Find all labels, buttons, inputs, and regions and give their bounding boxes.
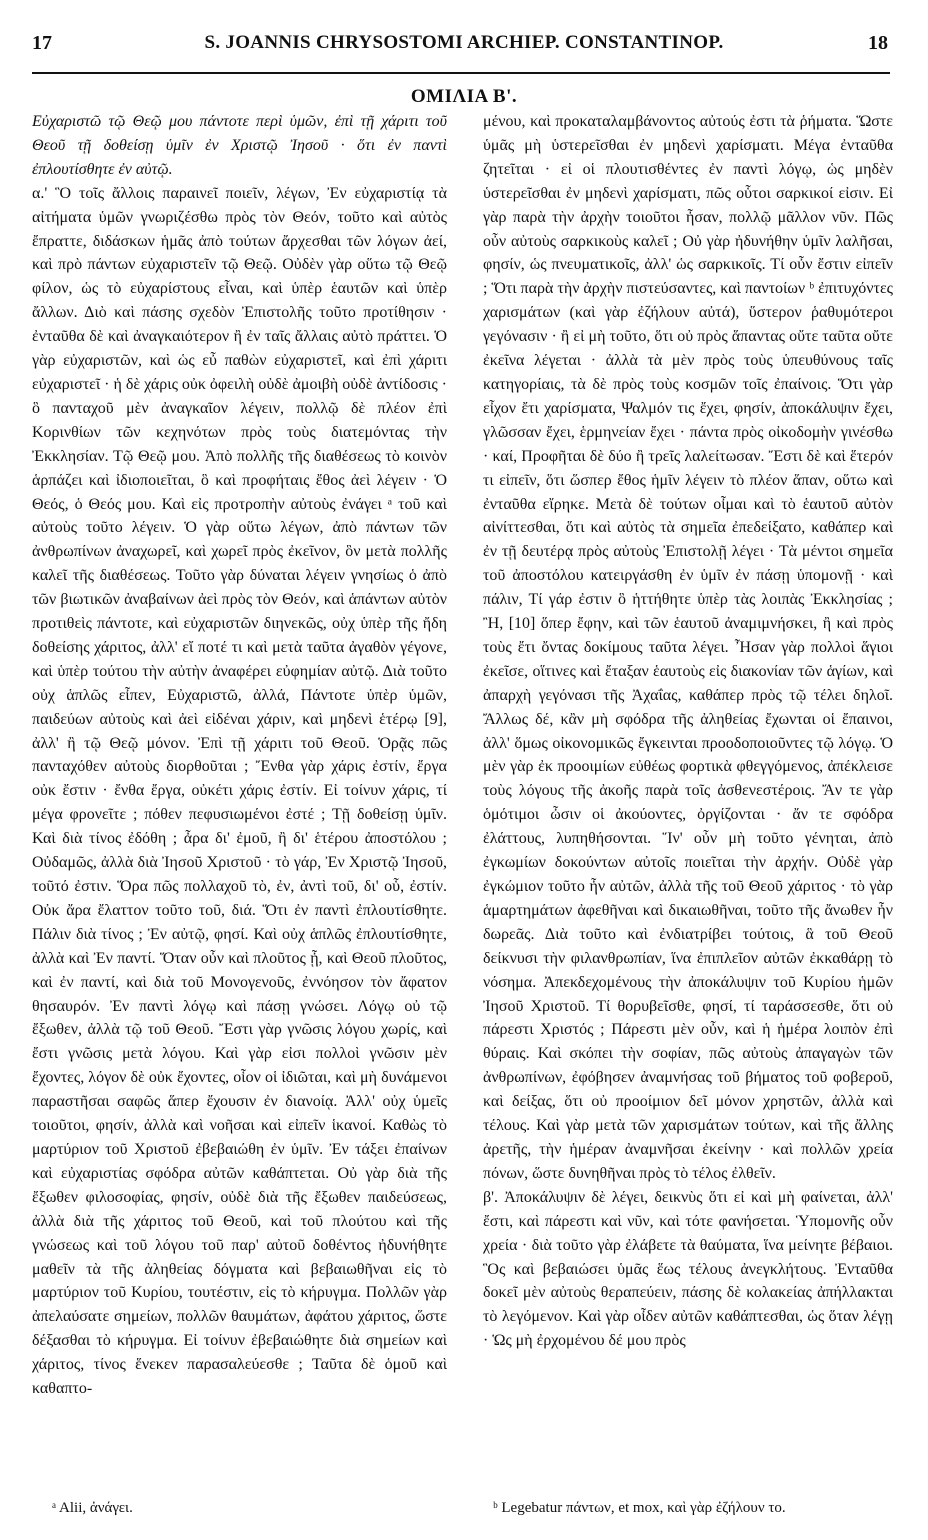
- left-column: [32, 110, 447, 1401]
- page-number-left: 17: [32, 32, 52, 54]
- running-title: S. JOANNIS CHRYSOSTOMI ARCHIEP. CONSTANTINOP.: [204, 32, 724, 53]
- section-beta-paragraph: β'. Ἀποκάλυψιν δὲ λέγει, δεικνὺς ὅτι εἰ καὶ μὴ φαίνεται, ἀλλ' ἔστι, καὶ πάρεστι καὶ νῦν, καὶ τότε φανήσεται. Ὑπομονῆς οὖν χρεία · διὰ τοῦτο γὰρ ἐλάβετε τὰ θαύματα, ἵνα μείνητε βέβαιοι. Ὃς καὶ βεβαιώσει ὑμᾶς ἕως τέλους ἀνεγκλήτους. Ἐνταῦθα δοκεῖ μὲν αὐτοὺς θεραπεύειν, πάσης δὲ κολακείας ἀπήλλακται τὸ λεγόμενον. Καὶ γὰρ οἶδεν αὐτῶν καθάπτεσθαι, ὡς ὅταν λέγῃ · Ὡς μὴ ἐρχομένου δέ μου πρὸς: [483, 1188, 893, 1350]
- footnote-a: ᵃ Alii, ἀνάγει.: [52, 1500, 133, 1516]
- commentary-paragraph: α.' Ὃ τοῖς ἄλλοις παραινεῖ ποιεῖν, λέγων, Ἐν εὐχαριστίᾳ τὰ αἰτήματα ὑμῶν γνωριζέσθω πρὸς τὸν Θεόν, τοῦτο καὶ αὐτὸς ἔπραττε, διδάσκων ἡμᾶς ἀπὸ τούτων ἄρχεσθαι τῶν λόγων ἀεί, καὶ πρὸ πάντων εὐχαριστεῖν τῷ Θεῷ. Οὐδὲν γὰρ οὕτω τῷ Θεῷ φίλον, ὡς τὸ εὐχαρίστους εἶναι, καὶ ὑπὲρ ἑαυτῶν καὶ ὑπὲρ ἄλλων. Διὸ καὶ πάσης σχεδὸν Ἐπιστολῆς τοῦτο προτίθησιν · ἐνταῦθα δὲ καὶ ἀναγκαιότερον ἢ ἐν ταῖς ἄλλαις αὐτὸ πράττει. Ὁ γὰρ εὐχαριστῶν, καὶ ὡς εὖ παθὼν εὐχαριστεῖ, καὶ ἐπὶ χάριτι εὐχαριστεῖ · ἡ δὲ χάρις οὐκ ὀφειλὴ οὐδὲ ἀμοιβὴ οὐδὲ ἀντίδοσις · ὃ πανταχοῦ μὲν ἀναγκαῖον λέγειν, πολλῷ δὲ πλέον ἐπὶ Κορινθίων τῶν κεχηνότων πρὸς τοὺς διατεμόντας τὴν Ἐκκλησίαν. Τῷ Θεῷ μου. Ἀπὸ πολλῆς τῆς διαθέσεως τὸ κοινὸν ἁρπάζει καὶ ἰδιοποιεῖται, ὃ καὶ προφήταις ἔθος ἀεὶ λέγειν · Ὁ Θεός, ὁ Θεός μου. Καὶ εἰς προτροπὴν αὐτοὺς ἐνάγει ᵃ τοῦ καὶ αὐτοὺς τοῦτο λέγειν. Ὁ γὰρ οὕτω λέγων, ἀπὸ πάντων τῶν ἀνθρωπίνων ἀναχωρεῖ, καὶ χωρεῖ πρὸς ἐκεῖνον, ὃν μετὰ πολλῆς καλεῖ τῆς διαθέσεως. Τοῦτο γὰρ δύναται λέγειν γνησίως ὁ ἀπὸ τῶν βιωτικῶν ἀναβαίνων ἀεὶ πρὸς τὸν Θεόν, καὶ ἁπάντων αὐτὸν προτιθεὶς πάντοτε, καὶ εὐχαριστῶν διηνεκῶς, οὐχ ὑπὲρ τῆς ἤδη δοθείσης χάριτος, ἀλλ' εἴ ποτέ τι καὶ μετὰ ταῦτα ἀγαθὸν γέγονε, καὶ ὑπὲρ τούτου τὴν αὐτὴν ἀναφέρει εὐφημίαν αὐτῷ. Διὰ τοῦτο οὐχ ἁπλῶς εἶπεν, Εὐχαριστῶ, ἀλλά, Πάντοτε ὑπὲρ ὑμῶν, παιδεύων αὐτοὺς καὶ ἀεὶ εἰδέναι χάριν, καὶ μηδενὶ ἑτέρῳ [9], ἀλλ' ἢ τῷ Θεῷ μόνον. Ἐπὶ τῇ χάριτι τοῦ Θεοῦ. Ὁρᾷς πῶς πανταχόθεν αὐτοὺς διορθοῦται ; Ἔνθα γὰρ χάρις ἐστίν, ἔργα οὐκ ἔστιν · ἔνθα ἔργα, οὐκέτι χάρις ἐστίν. Εἰ τοίνυν χάρις, τί μέγα φρονεῖτε ; πόθεν πεφυσιωμένοι ἐστέ ; Τῇ δοθείσῃ ὑμῖν. Καὶ διὰ τίνος ἐδόθη ; ἆρα δι' ἐμοῦ, ἢ δι' ἑτέρου ἀποστόλου ; Οὐδαμῶς, ἀλλὰ διὰ Ἰησοῦ Χριστοῦ · τὸ γάρ, Ἐν Χριστῷ Ἰησοῦ, τοῦτό ἐστιν. Ὅρα πῶς πολλαχοῦ τὸ, ἐν, ἀντὶ τοῦ, δι' οὗ, ἐστίν. Οὐκ ἄρα ἔλαττον τοῦτο τοῦ, διά. Ὅτι ἐν παντὶ ἐπλουτίσθητε. Πάλιν διὰ τίνος ; Ἐν αὐτῷ, φησί. Καὶ οὐχ ἁπλῶς ἐπλουτίσθητε, ἀλλὰ καὶ Ἐν παντί. Ὅταν οὖν καὶ πλοῦτος ᾖ, καὶ Θεοῦ πλοῦτος, καὶ ἐν παντί, καὶ διὰ τοῦ Μονογενοῦς, ἐννόησον τὸν ἄφατον θησαυρόν. Ἐν παντὶ λόγῳ καὶ πάσῃ γνώσει. Λόγῳ οὐ τῷ ἔξωθεν, ἀλλὰ τῷ τοῦ Θεοῦ. Ἔστι γὰρ γνῶσις λόγου χωρίς, καὶ ἔστι γνῶσις μετὰ λόγου. Καὶ γὰρ εἰσι πολλοὶ γνῶσιν μὲν ἔχοντες, λόγον δὲ οὐκ ἔχοντες, οἷον οἱ ἰδιῶται, καὶ μὴ δυνάμενοι παραστῆσαι σαφῶς ἅπερ ἔχουσιν ἐν διανοίᾳ. Ἀλλ' οὐχ ὑμεῖς τοιοῦτοι, φησίν, ἀλλὰ καὶ νοῆσαι καὶ εἰπεῖν ἱκανοί. Καθὼς τὸ μαρτύριον τοῦ Χριστοῦ ἐβεβαιώθη ἐν ὑμῖν. Ἐν τάξει ἐπαίνων καὶ εὐχαριστίας σφόδρα αὐτῶν καθάπτεται. Οὐ γὰρ διὰ τῆς ἔξωθεν φιλοσοφίας, φησίν, οὐδὲ διὰ τῆς ἔξωθεν παιδεύσεως, ἀλλὰ διὰ τῆς χάριτος τοῦ Θεοῦ, καὶ τοῦ πλούτου καὶ τῆς γνώσεως καὶ τοῦ λόγου τοῦ παρ' αὐτοῦ δοθέντος ἠδυνήθητε μαθεῖν τὰ τῆς ἀληθείας δόγματα καὶ βεβαιωθῆναι εἰς τὸ μαρτύριον τοῦ Κυρίου, τουτέστιν, εἰς τὸ κήρυγμα. Πολλῶν γὰρ ἀπελαύσατε σημείων, πολλῶν θαυμάτων, ἀφάτου χάριτος, ὥστε δέξασθαι τὸ κήρυγμα. Εἰ τοίνυν ἐβεβαιώθητε διὰ σημείων καὶ χάριτος, τίνος ἕνεκεν παρασαλεύεσθε ; Ταῦτα δὲ ὁμοῦ καὶ καθαπτο-: [32, 184, 447, 1398]
- homily-heading: ΟΜΙΛΙΑ Β'.: [410, 86, 518, 107]
- page-header: [0, 0, 928, 70]
- commentary-paragraph: μένου, καὶ προκαταλαμβάνοντος αὐτούς ἐστι τὰ ῥήματα. Ὥστε ὑμᾶς μὴ ὑστερεῖσθαι ἐν μηδενὶ χαρίσματι. Μέγα ἐνταῦθα ζητεῖται · εἰ οἱ πλουτισθέντες ἐν παντὶ λόγῳ, ὡς μηδὲν ὑστερεῖσθαι ἐν μηδενὶ χαρίσματι, πῶς οὗτοι σαρκικοί εἰσιν. Εἰ γὰρ παρὰ τὴν ἀρχὴν τοιοῦτοι ἦσαν, πολλῷ μᾶλλον νῦν. Πῶς οὖν αὐτοὺς σαρκικοὺς καλεῖ ; Οὐ γὰρ ἠδυνήθην ὑμῖν λαλῆσαι, φησίν, ὡς πνευματικοῖς, ἀλλ' ὡς σαρκικοῖς. Τί οὖν ἔστιν εἰπεῖν ; Ὅτι παρὰ τὴν ἀρχὴν πιστεύσαντες, καὶ παντοίων ᵇ ἐπιτυχόντες χαρισμάτων (καὶ γὰρ ἐζήλουν αὐτά), ὕστερον ῥαθυμότεροι γεγόνασιν · ἢ εἰ μὴ τοῦτο, ὅτι οὐ πρὸς ἅπαντας οὔτε ταῦτα οὔτε ἐκεῖνα λέγεται · ἀλλὰ τὰ μὲν πρὸς τοὺς ὑπευθύνους ταῖς κατηγορίαις, τὰ δὲ πρὸς τοὺς κοσμῶν τοῖς ἐπαίνοις. Ὅτι γὰρ εἶχον ἔτι χαρίσματα, Ψαλμόν τις ἔχει, φησίν, ἀποκάλυψιν ἔχει, γλῶσσαν ἔχει, ἑρμηνείαν ἔχει · πάντα πρὸς οἰκοδομὴν γινέσθω · καί, Προφῆται δὲ δύο ἢ τρεῖς λαλείτωσαν. Ἔστι δὲ καὶ ἕτερόν τι εἰπεῖν, ὅτι ὥσπερ ἔθος ἡμῖν λέγειν τὸ πλέον ἅπαν, οὕτω καὶ ἐνταῦθα εἴρηκε. Μετὰ δὲ τούτων οἶμαι καὶ τὸ ἑαυτοῦ αὐτὸν αἰνίττεσθαι, ὅτι καὶ αὐτὸς τὰ σημεῖα ἐπεδείξατο, καθάπερ καὶ ἐν τῇ δευτέρᾳ πρὸς αὐτοὺς Ἐπιστολῇ λέγει · Τὰ μέντοι σημεῖα τοῦ ἀποστόλου κατειργάσθη ἐν ὑμῖν ἐν πάσῃ ὑπομονῇ · καὶ πάλιν, Τί γάρ ἐστιν ὃ ἡττήθητε ὑπὲρ τὰς λοιπὰς Ἐκκλησίας ; Ἢ, [10] ὅπερ ἔφην, καὶ τῶν ἑαυτοῦ ἀναμιμνήσκει, ἢ καὶ πρὸς τοὺς ἔτι ὄντας δοκίμους ταῦτα λέγει. Ἦσαν γὰρ πολλοὶ ἅγιοι ἐκεῖσε, οἵτινες καὶ ἔταξαν ἑαυτοὺς εἰς διακονίαν τῶν ἁγίων, καὶ ἀπαρχὴ γεγόνασι τῆς Ἀχαΐας, καθάπερ πρὸς τῷ τέλει δηλοῖ. Ἄλλως δέ, κἂν μὴ σφόδρα τῆς ἀληθείας ἔχωνται οἱ ἔπαινοι, ἀλλ' ὅμως οἰκονομικῶς ἔγκεινται προοδοποιοῦντες τῷ λόγῳ. Ὁ μὲν γὰρ ἐκ προοιμίων εὐθέως φορτικὰ φθεγγόμενος, ἀπέκλεισε τοὺς λόγους τῆς ἀκοῆς παρὰ τοῖς ἀσθενεστέροις. Ἄν τε γὰρ ὁμότιμοι ὦσιν οἱ ἀκούοντες, ὀργίζονται · ἄν τε σφόδρα ἐλάττους, λυπηθήσονται. Ἵν' οὖν μὴ τοῦτο γένηται, ἀπὸ ἐγκωμίων δοκούντων αὐτοῖς ποιεῖται τὴν ἀρχήν. Οὐδὲ γὰρ ἐγκώμιον τοῦτο ἦν αὐτῶν, ἀλλὰ τῆς τοῦ Θεοῦ χάριτος · τὸ γὰρ ἁμαρτημάτων ἀφεθῆναι καὶ δικαιωθῆναι, τοῦτο τῆς ἄνωθεν ἦν δωρεᾶς. Διὰ τοῦτο καὶ ἐνδιατρίβει τούτοις, ἃ τοῦ Θεοῦ δείκνυσι τὴν φιλανθρωπίαν, ἵνα ἐπιπλεῖον αὐτῶν ἐκκαθάρῃ τὸ νόσημα. Ἀπεκδεχομένους τὴν ἀποκάλυψιν τοῦ Κυρίου ἡμῶν Ἰησοῦ Χριστοῦ. Τί θορυβεῖσθε, φησί, τί ταράσσεσθε, ὅτι οὐ πάρεστι Χριστός ; Πάρεστι μὲν οὖν, καὶ ἡ ἡμέρα λοιπὸν ἐπὶ θύραις. Καὶ σκόπει τὴν σοφίαν, πῶς αὐτοὺς ἀπαγαγὼν τῶν ἀνθρωπίνων, ἐφόβησεν ἀναμνήσας τοῦ βήματος τοῦ φοβεροῦ, καὶ δείξας, ὅτι οὐ προοίμιον δεῖ μόνον χρηστῶν, ἀλλὰ καὶ τέλους. Καὶ γὰρ μετὰ τῶν χαρισμάτων τούτων, καὶ τῆς ἄλλης ἀρετῆς, τὴν ἡμέραν ἀναμνῆσαι ἐκείνην · καὶ πολλῶν χρεία πόνων, ὥστε δυνηθῆναι πρὸς τὸ τέλος ἐλθεῖν.: [483, 113, 893, 1182]
- right-column: [483, 110, 893, 1353]
- header-rule: [32, 72, 890, 74]
- scripture-lemma: Εὐχαριστῶ τῷ Θεῷ μου πάντοτε περὶ ὑμῶν, ἐπὶ τῇ χάριτι τοῦ Θεοῦ τῇ δοθείσῃ ὑμῖν ἐν Χριστῷ Ἰησοῦ · ὅτι ἐν παντὶ ἐπλουτίσθητε ἐν αὐτῷ.: [32, 113, 447, 178]
- page-number-right: 18: [868, 32, 888, 54]
- footnote-b: ᵇ Legebatur πάντων, et mox, καὶ γὰρ ἐζήλουν το.: [493, 1500, 786, 1516]
